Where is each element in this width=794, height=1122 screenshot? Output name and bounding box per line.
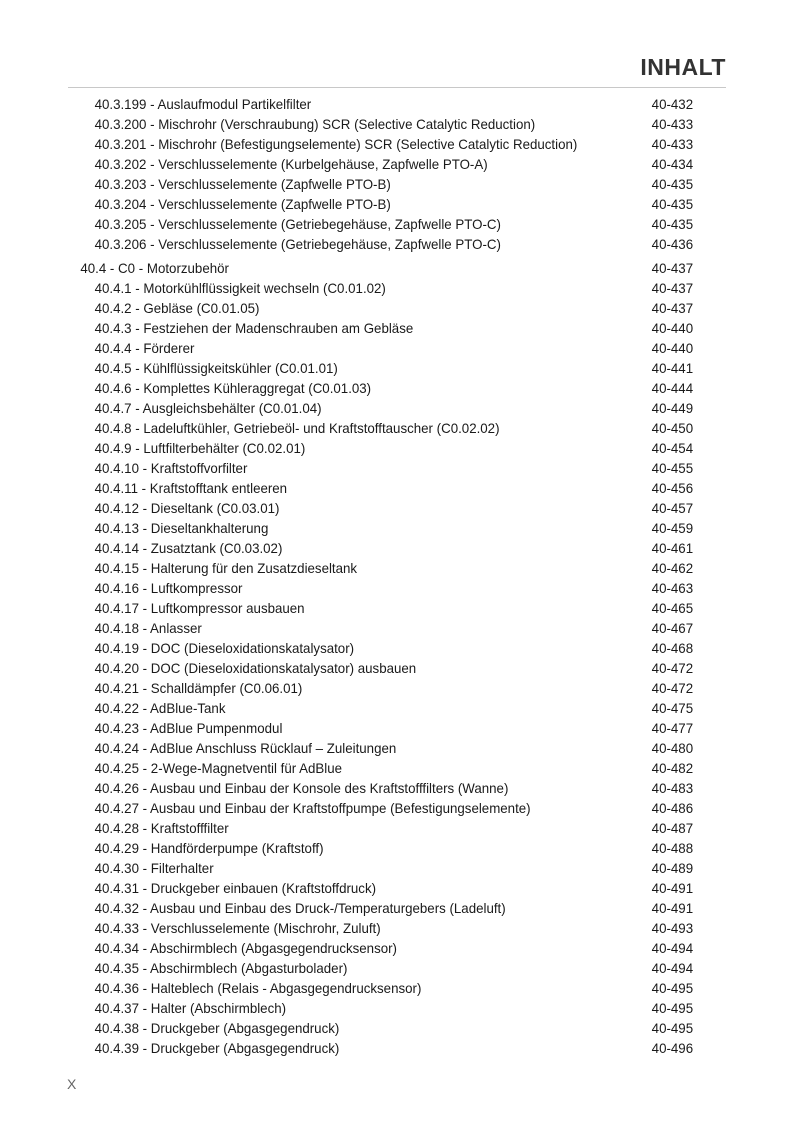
table-of-contents — [68, 94, 726, 1058]
toc-entry[interactable] — [68, 378, 693, 398]
toc-entry[interactable] — [68, 818, 693, 838]
toc-entry[interactable] — [68, 154, 693, 174]
toc-entry[interactable] — [68, 978, 693, 998]
toc-entry[interactable] — [68, 878, 693, 898]
toc-entry[interactable] — [68, 94, 693, 114]
toc-entry-title: 40.4.8 - Ladeluftkühler, Getriebeöl- und Kraftstofftauscher (C0.02.02) — [94, 420, 500, 436]
toc-entry-page: 40-462 — [651, 560, 694, 576]
toc-entry-page: 40-482 — [651, 760, 694, 776]
toc-entry[interactable] — [68, 598, 693, 618]
toc-entry-title: 40.4.12 - Dieseltank (C0.03.01) — [94, 500, 280, 516]
toc-entry-page: 40-472 — [651, 660, 694, 676]
toc-entry[interactable] — [68, 214, 693, 234]
toc-entry-title: 40.4.35 - Abschirmblech (Abgasturbolader) — [94, 960, 348, 976]
toc-entry-page: 40-477 — [651, 720, 694, 736]
toc-entry-page: 40-436 — [651, 236, 694, 252]
toc-entry-title: 40.3.205 - Verschlusselemente (Getriebegehäuse, Zapfwelle PTO-C) — [94, 216, 501, 232]
toc-entry[interactable] — [68, 478, 693, 498]
toc-entry-title: 40.4.28 - Kraftstofffilter — [94, 820, 229, 836]
toc-entry-page: 40-491 — [651, 880, 694, 896]
toc-entry-title: 40.4.25 - 2-Wege-Magnetventil für AdBlue — [94, 760, 343, 776]
toc-entry-title: 40.3.202 - Verschlusselemente (Kurbelgehäuse, Zapfwelle PTO-A) — [94, 156, 488, 172]
toc-entry-page: 40-494 — [651, 940, 694, 956]
toc-entry-page: 40-437 — [651, 300, 694, 316]
toc-entry[interactable] — [68, 798, 693, 818]
toc-entry-page: 40-433 — [651, 136, 694, 152]
toc-entry[interactable] — [68, 998, 693, 1018]
toc-entry-page: 40-435 — [651, 176, 694, 192]
page-number: X — [67, 1076, 77, 1092]
toc-entry-title: 40.4.11 - Kraftstofftank entleeren — [94, 480, 288, 496]
toc-entry[interactable] — [68, 898, 693, 918]
toc-entry[interactable] — [68, 538, 693, 558]
toc-entry[interactable] — [68, 838, 693, 858]
toc-entry-title: 40.3.206 - Verschlusselemente (Getriebegehäuse, Zapfwelle PTO-C) — [94, 236, 501, 252]
toc-entry[interactable] — [68, 578, 693, 598]
toc-entry[interactable] — [68, 738, 693, 758]
toc-entry-page: 40-440 — [651, 320, 694, 336]
toc-entry-title: 40.4.3 - Festziehen der Madenschrauben am Gebläse — [94, 320, 414, 336]
toc-entry-title: 40.4.33 - Verschlusselemente (Mischrohr, Zuluft) — [94, 920, 381, 936]
toc-entry-page: 40-494 — [651, 960, 694, 976]
toc-entry[interactable] — [68, 938, 693, 958]
toc-entry-page: 40-467 — [651, 620, 694, 636]
toc-entry-title: 40.4.37 - Halter (Abschirmblech) — [94, 1000, 287, 1016]
toc-entry-title: 40.4.21 - Schalldämpfer (C0.06.01) — [94, 680, 303, 696]
toc-entry-page: 40-440 — [651, 340, 694, 356]
toc-entry-page: 40-483 — [651, 780, 694, 796]
toc-entry[interactable] — [68, 438, 693, 458]
toc-entry[interactable] — [68, 958, 693, 978]
toc-entry-page: 40-495 — [651, 980, 694, 996]
toc-entry-page: 40-449 — [651, 400, 694, 416]
toc-entry-title: 40.4.5 - Kühlflüssigkeitskühler (C0.01.01) — [94, 360, 338, 376]
toc-entry-title: 40.3.201 - Mischrohr (Befestigungselemente) SCR (Selective Catalytic Reduction) — [94, 136, 578, 152]
toc-entry[interactable] — [68, 778, 693, 798]
toc-entry-page: 40-496 — [651, 1040, 694, 1056]
toc-entry-title: 40.4.18 - Anlasser — [94, 620, 202, 636]
toc-entry-page: 40-454 — [651, 440, 694, 456]
toc-entry[interactable] — [68, 1018, 693, 1038]
toc-entry[interactable] — [68, 638, 693, 658]
toc-entry-title: 40.4.34 - Abschirmblech (Abgasgegendrucksensor) — [94, 940, 397, 956]
toc-entry-page: 40-486 — [651, 800, 694, 816]
page-title: INHALT — [640, 54, 726, 80]
toc-entry[interactable] — [68, 698, 693, 718]
toc-entry-title: 40.3.199 - Auslaufmodul Partikelfilter — [94, 96, 312, 112]
toc-entry-title: 40.4.17 - Luftkompressor ausbauen — [94, 600, 305, 616]
toc-entry[interactable] — [68, 114, 693, 134]
toc-entry-title: 40.4.14 - Zusatztank (C0.03.02) — [94, 540, 283, 556]
toc-entry[interactable] — [68, 918, 693, 938]
toc-entry-page: 40-487 — [651, 820, 694, 836]
toc-entry-page: 40-455 — [651, 460, 694, 476]
toc-entry-title: 40.4 - C0 - Motorzubehör — [80, 260, 229, 276]
toc-entry-page: 40-493 — [651, 920, 694, 936]
toc-entry-title: 40.4.26 - Ausbau und Einbau der Konsole des Kraftstofffilters (Wanne) — [94, 780, 509, 796]
toc-entry[interactable] — [68, 278, 693, 298]
toc-entry-title: 40.4.38 - Druckgeber (Abgasgegendruck) — [94, 1020, 340, 1036]
toc-entry-page: 40-489 — [651, 860, 694, 876]
toc-entry[interactable] — [68, 174, 693, 194]
toc-entry[interactable] — [68, 358, 693, 378]
toc-entry-title: 40.4.22 - AdBlue-Tank — [94, 700, 226, 716]
toc-entry-page: 40-495 — [651, 1000, 694, 1016]
toc-entry[interactable] — [68, 658, 693, 678]
toc-entry[interactable] — [68, 718, 693, 738]
toc-entry[interactable] — [68, 458, 693, 478]
toc-entry-title: 40.4.6 - Komplettes Kühleraggregat (C0.01.03) — [94, 380, 372, 396]
toc-entry[interactable] — [68, 1038, 693, 1058]
toc-entry-title: 40.4.29 - Handförderpumpe (Kraftstoff) — [94, 840, 324, 856]
toc-entry-title: 40.4.7 - Ausgleichsbehälter (C0.01.04) — [94, 400, 322, 416]
toc-entry-page: 40-465 — [651, 600, 694, 616]
header-divider — [68, 87, 726, 88]
toc-entry[interactable] — [68, 194, 693, 214]
toc-entry-page: 40-456 — [651, 480, 694, 496]
toc-entry[interactable] — [68, 418, 693, 438]
toc-entry-page: 40-450 — [651, 420, 694, 436]
toc-entry-page: 40-459 — [651, 520, 694, 536]
toc-entry-page: 40-441 — [651, 360, 694, 376]
toc-entry-page: 40-472 — [651, 680, 694, 696]
toc-entry[interactable] — [68, 338, 693, 358]
toc-entry[interactable] — [68, 234, 693, 254]
toc-entry-page: 40-457 — [651, 500, 694, 516]
toc-entry-title: 40.4.20 - DOC (Dieseloxidationskatalysator) ausbauen — [94, 660, 417, 676]
toc-entry-title: 40.3.200 - Mischrohr (Verschraubung) SCR (Selective Catalytic Reduction) — [94, 116, 536, 132]
toc-entry-page: 40-495 — [651, 1020, 694, 1036]
toc-entry-title: 40.4.10 - Kraftstoffvorfilter — [94, 460, 248, 476]
toc-entry[interactable] — [68, 558, 693, 578]
toc-entry-title: 40.4.16 - Luftkompressor — [94, 580, 243, 596]
toc-entry-title: 40.4.23 - AdBlue Pumpenmodul — [94, 720, 283, 736]
toc-entry-page: 40-437 — [651, 260, 694, 276]
toc-entry-page: 40-433 — [651, 116, 694, 132]
toc-entry-title: 40.3.203 - Verschlusselemente (Zapfwelle PTO-B) — [94, 176, 391, 192]
toc-entry-page: 40-475 — [651, 700, 694, 716]
toc-entry[interactable] — [68, 298, 693, 318]
toc-entry[interactable] — [68, 398, 693, 418]
toc-entry-page: 40-468 — [651, 640, 694, 656]
toc-entry-page: 40-463 — [651, 580, 694, 596]
toc-entry-title: 40.4.24 - AdBlue Anschluss Rücklauf – Zuleitungen — [94, 740, 397, 756]
toc-entry-title: 40.4.2 - Gebläse (C0.01.05) — [94, 300, 260, 316]
toc-entry[interactable] — [68, 498, 693, 518]
toc-entry-title: 40.4.27 - Ausbau und Einbau der Kraftstoffpumpe (Befestigungselemente) — [94, 800, 531, 816]
toc-entry[interactable] — [68, 618, 693, 638]
toc-entry[interactable] — [68, 134, 693, 154]
toc-entry-page: 40-461 — [651, 540, 694, 556]
toc-entry-page: 40-444 — [651, 380, 694, 396]
toc-entry-page: 40-488 — [651, 840, 694, 856]
toc-entry-title: 40.4.13 - Dieseltankhalterung — [94, 520, 269, 536]
toc-entry-page: 40-435 — [651, 216, 694, 232]
toc-entry[interactable] — [68, 678, 693, 698]
toc-entry-title: 40.4.4 - Förderer — [94, 340, 195, 356]
toc-entry-title: 40.4.9 - Luftfilterbehälter (C0.02.01) — [94, 440, 306, 456]
toc-entry-title: 40.4.32 - Ausbau und Einbau des Druck-/Temperaturgebers (Ladeluft) — [94, 900, 506, 916]
toc-entry-title: 40.4.31 - Druckgeber einbauen (Kraftstoffdruck) — [94, 880, 377, 896]
toc-entry-title: 40.4.1 - Motorkühlflüssigkeit wechseln (C0.01.02) — [94, 280, 386, 296]
toc-entry[interactable] — [68, 318, 693, 338]
toc-entry-page: 40-491 — [651, 900, 694, 916]
toc-section-entry[interactable] — [68, 258, 693, 278]
toc-entry-title: 40.4.39 - Druckgeber (Abgasgegendruck) — [94, 1040, 340, 1056]
toc-entry[interactable] — [68, 858, 693, 878]
toc-entry-page: 40-435 — [651, 196, 694, 212]
toc-entry-title: 40.4.19 - DOC (Dieseloxidationskatalysator) — [94, 640, 355, 656]
toc-entry-title: 40.4.15 - Halterung für den Zusatzdieseltank — [94, 560, 358, 576]
toc-entry-title: 40.4.30 - Filterhalter — [94, 860, 214, 876]
toc-entry-page: 40-434 — [651, 156, 694, 172]
toc-entry[interactable] — [68, 758, 693, 778]
toc-entry-title: 40.4.36 - Halteblech (Relais - Abgasgegendrucksensor) — [94, 980, 422, 996]
toc-entry[interactable] — [68, 518, 693, 538]
toc-entry-page: 40-437 — [651, 280, 694, 296]
toc-entry-title: 40.3.204 - Verschlusselemente (Zapfwelle PTO-B) — [94, 196, 391, 212]
toc-entry-page: 40-480 — [651, 740, 694, 756]
toc-entry-page: 40-432 — [651, 96, 694, 112]
